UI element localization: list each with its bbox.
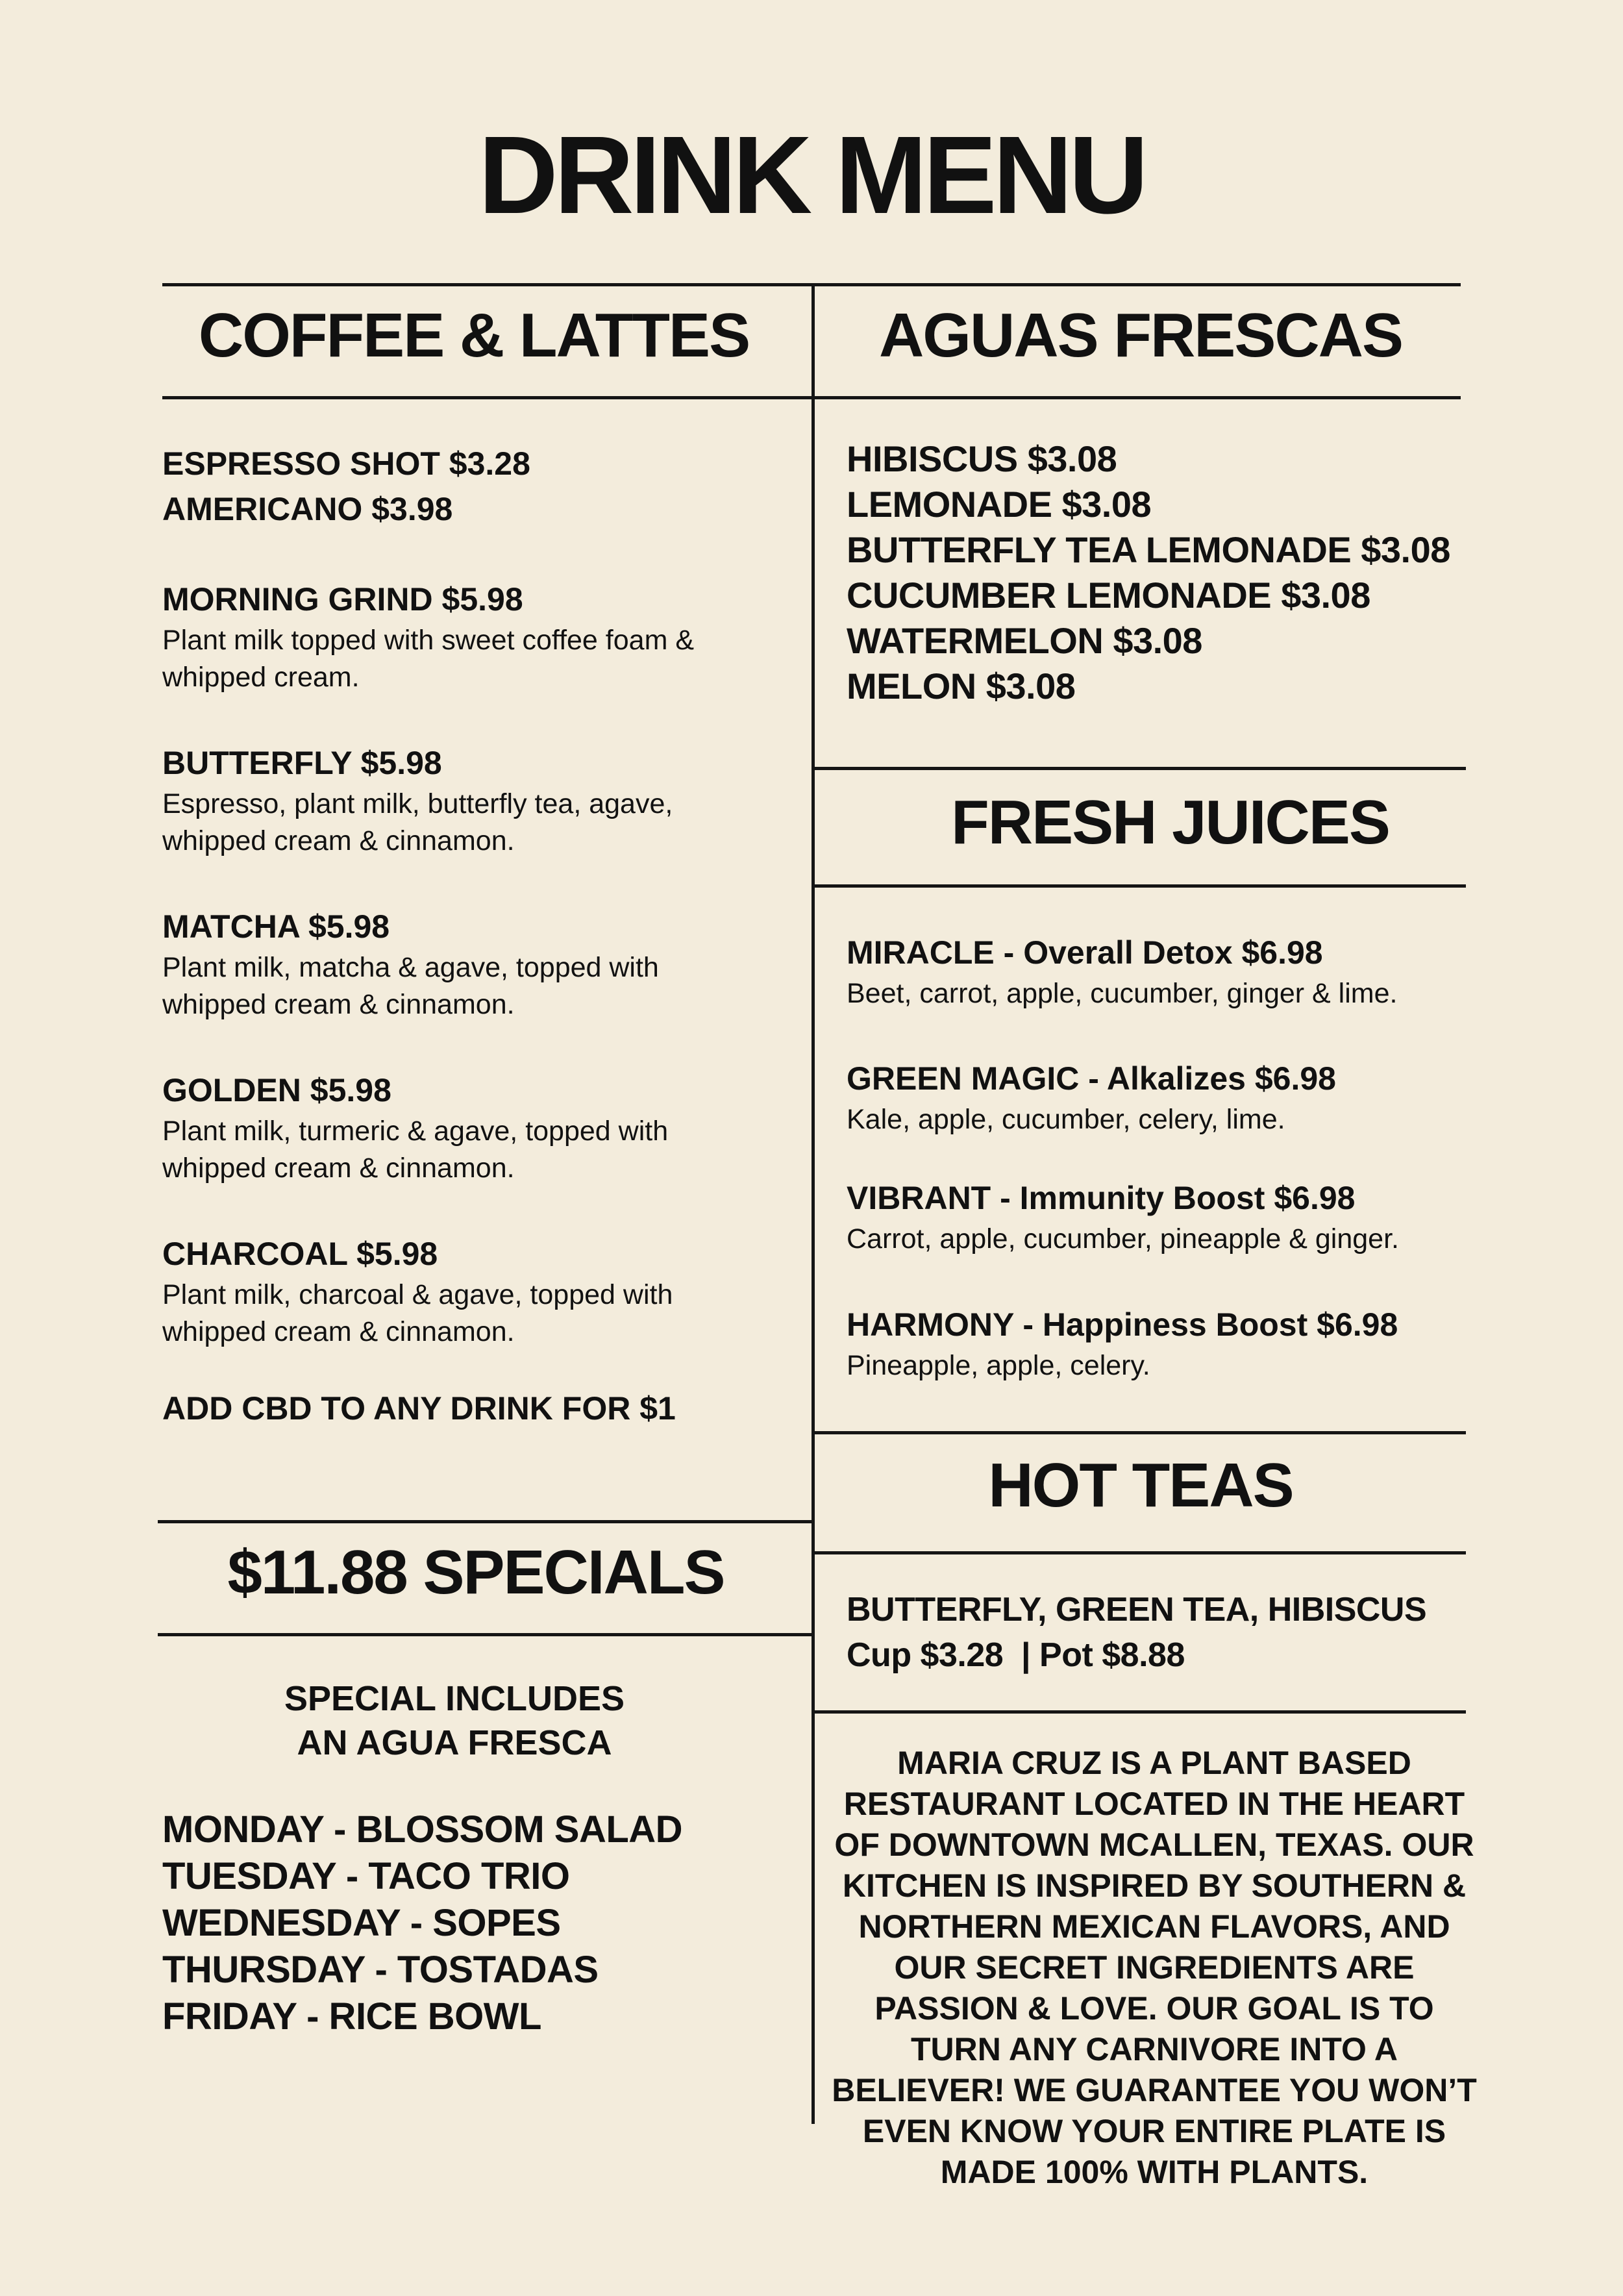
about-line: MADE 100% WITH PLANTS. [940, 2154, 1369, 2190]
divider-vertical [812, 283, 815, 2124]
about-line: OF DOWNTOWN MCALLEN, TEXAS. OUR [834, 1827, 1474, 1863]
item-description: whipped cream. [162, 662, 360, 693]
agua-item-lemonade: LEMONADE $3.08 [847, 484, 1152, 525]
agua-item-melon: MELON $3.08 [847, 666, 1076, 706]
item-name: VIBRANT - Immunity Boost $6.98 [847, 1180, 1356, 1216]
menu-item-espresso: ESPRESSO SHOT $3.28 [162, 445, 530, 482]
menu-item-americano: AMERICANO $3.98 [162, 491, 453, 527]
item-description: Pineapple, apple, celery. [847, 1350, 1150, 1381]
divider-about-top [815, 1710, 1466, 1714]
about-line: TURN ANY CARNIVORE INTO A [910, 2031, 1398, 2067]
item-description: whipped cream & cinnamon. [162, 1153, 515, 1184]
special-day-friday: FRIDAY - RICE BOWL [162, 1995, 541, 2038]
agua-item-hibiscus: HIBISCUS $3.08 [847, 438, 1117, 479]
special-day-wednesday: WEDNESDAY - SOPES [162, 1902, 561, 1944]
agua-item-watermelon: WATERMELON $3.08 [847, 620, 1202, 661]
item-description: Kale, apple, cucumber, celery, lime. [847, 1104, 1285, 1135]
coffee-heading: COFFEE & LATTES [198, 301, 750, 370]
specials-includes-line2: AN AGUA FRESCA [297, 1723, 612, 1762]
about-line: NORTHERN MEXICAN FLAVORS, AND [858, 1908, 1450, 1945]
about-line: OUR SECRET INGREDIENTS ARE [894, 1949, 1415, 1986]
special-day-thursday: THURSDAY - TOSTADAS [162, 1949, 599, 1991]
divider-juices-top [815, 767, 1466, 770]
juice-item-miracle [847, 930, 1397, 1012]
about-line: PASSION & LOVE. OUR GOAL IS TO [874, 1990, 1434, 2027]
menu-item-matcha [162, 904, 659, 1023]
item-description: Espresso, plant milk, butterfly tea, agave, [162, 788, 673, 819]
divider-teas-bottom [815, 1551, 1466, 1554]
specials-includes-line1: SPECIAL INCLUDES [284, 1679, 625, 1718]
item-description: Plant milk, matcha & agave, topped with [162, 952, 659, 983]
menu-item-butterfly [162, 740, 673, 860]
about-line: RESTAURANT LOCATED IN THE HEART [843, 1786, 1465, 1822]
juice-item-green-magic [847, 1056, 1336, 1138]
about-line: KITCHEN IS INSPIRED BY SOUTHERN & [842, 1867, 1467, 1904]
item-name: HARMONY - Happiness Boost $6.98 [847, 1306, 1398, 1343]
divider-specials-bottom [158, 1633, 815, 1636]
item-description: Plant milk topped with sweet coffee foam & [162, 625, 695, 656]
divider-teas-top [815, 1431, 1466, 1434]
about-line: MARIA CRUZ IS A PLANT BASED [897, 1745, 1411, 1781]
menu-item-morning-grind [162, 577, 694, 696]
menu-item-charcoal [162, 1231, 673, 1351]
item-description: whipped cream & cinnamon. [162, 825, 515, 856]
item-description: Beet, carrot, apple, cucumber, ginger & lime. [847, 978, 1398, 1009]
item-name: MATCHA $5.98 [162, 908, 390, 945]
about-line: BELIEVER! WE GUARANTEE YOU WON’T [832, 2072, 1477, 2108]
agua-item-cucumber-lemonade: CUCUMBER LEMONADE $3.08 [847, 575, 1370, 616]
tea-flavors: BUTTERFLY, GREEN TEA, HIBISCUS [847, 1591, 1427, 1628]
item-name: GOLDEN $5.98 [162, 1072, 391, 1108]
special-day-tuesday: TUESDAY - TACO TRIO [162, 1855, 570, 1897]
item-description: whipped cream & cinnamon. [162, 989, 515, 1020]
item-name: BUTTERFLY $5.98 [162, 745, 442, 781]
divider-specials-top [158, 1520, 815, 1523]
about-line: EVEN KNOW YOUR ENTIRE PLATE IS [862, 2113, 1446, 2149]
teas-heading: HOT TEAS [988, 1451, 1293, 1520]
aguas-heading: AGUAS FRESCAS [878, 301, 1403, 370]
item-name: GREEN MAGIC - Alkalizes $6.98 [847, 1060, 1336, 1097]
menu-item-golden [162, 1067, 668, 1187]
cbd-addon-note: ADD CBD TO ANY DRINK FOR $1 [162, 1390, 676, 1427]
item-description: Plant milk, charcoal & agave, topped with [162, 1279, 673, 1310]
specials-heading: $11.88 SPECIALS [227, 1538, 725, 1607]
tea-prices: Cup $3.28 | Pot $8.88 [847, 1636, 1185, 1674]
item-description: whipped cream & cinnamon. [162, 1316, 515, 1347]
juices-heading: FRESH JUICES [951, 788, 1389, 857]
item-name: MORNING GRIND $5.98 [162, 581, 523, 618]
item-name: MIRACLE - Overall Detox $6.98 [847, 934, 1323, 971]
item-description: Carrot, apple, cucumber, pineapple & ginger. [847, 1223, 1399, 1254]
item-description: Plant milk, turmeric & agave, topped with [162, 1116, 669, 1147]
special-day-monday: MONDAY - BLOSSOM SALAD [162, 1808, 683, 1851]
agua-item-butterfly-tea-lemonade: BUTTERFLY TEA LEMONADE $3.08 [847, 529, 1450, 570]
about-restaurant-text [830, 1743, 1479, 2193]
juice-item-vibrant [847, 1175, 1399, 1258]
menu-title: DRINK MENU [478, 114, 1145, 237]
juice-item-harmony [847, 1302, 1398, 1384]
item-name: CHARCOAL $5.98 [162, 1236, 438, 1272]
divider-juices-bottom [815, 884, 1466, 888]
